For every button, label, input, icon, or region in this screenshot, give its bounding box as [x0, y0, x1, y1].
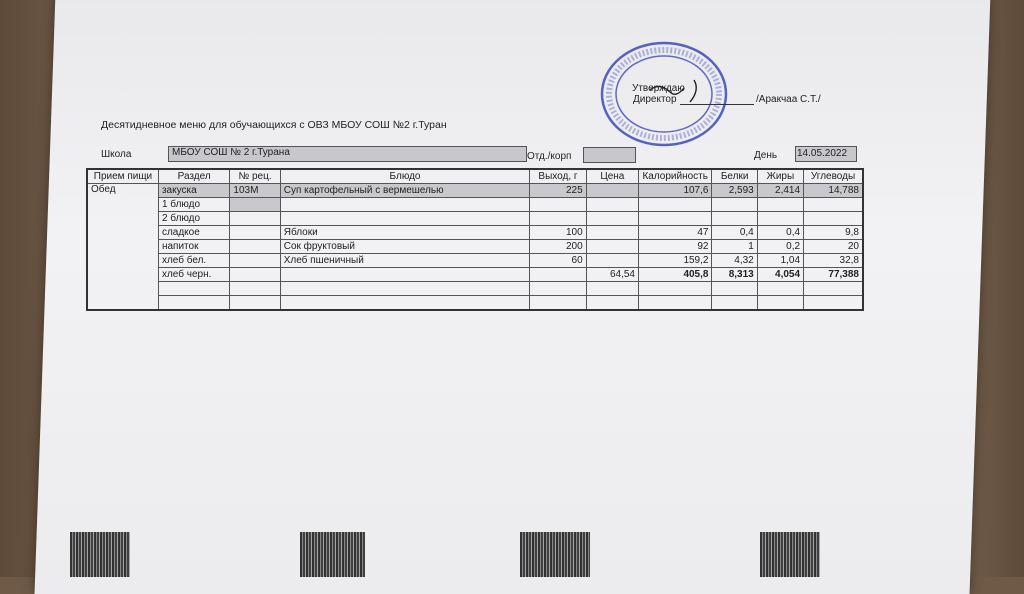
protein-cell: 2,593: [712, 184, 757, 198]
section-cell: 1 блюдо: [158, 198, 229, 212]
approval-text: Утверждаю: [632, 83, 685, 94]
carbs-cell: 32,8: [804, 254, 863, 268]
price-cell: [586, 254, 638, 268]
col-header-yield: Выход, г: [530, 169, 586, 184]
fat-cell: 1,04: [757, 254, 803, 268]
dish-cell: [280, 212, 530, 226]
table-row-empty: [87, 282, 863, 296]
section-cell: сладкое: [158, 226, 229, 240]
carbs-cell: [804, 198, 863, 212]
protein-cell: [712, 212, 757, 226]
signature-line: [680, 104, 754, 105]
kcal-cell: 107,6: [639, 184, 712, 198]
carbs-cell: 14,788: [804, 184, 863, 198]
section-cell: 2 блюдо: [158, 212, 229, 226]
scanner-artifact: [760, 532, 820, 577]
recipe-cell: [230, 198, 280, 212]
dish-cell: [280, 268, 530, 282]
scanner-artifact: [70, 532, 130, 577]
recipe-cell: [230, 212, 280, 226]
school-value: МБОУ СОШ № 2 г.Турана: [172, 147, 290, 158]
recipe-cell: [230, 226, 280, 240]
day-value: 14.05.2022: [797, 148, 848, 159]
price-cell: [586, 212, 638, 226]
fat-cell: 0,4: [757, 226, 803, 240]
section-cell: хлеб бел.: [158, 254, 229, 268]
protein-cell: 4,32: [712, 254, 757, 268]
col-header-protein: Белки: [712, 169, 757, 184]
carbs-cell: 9,8: [804, 226, 863, 240]
price-cell: [586, 184, 638, 198]
yield-cell: 100: [530, 226, 586, 240]
kcal-cell: 159,2: [639, 254, 712, 268]
yield-cell: 225: [530, 184, 586, 198]
dish-cell: [280, 198, 530, 212]
recipe-cell: 103М: [230, 184, 280, 198]
col-header-kcal: Калорийность: [639, 169, 712, 184]
fat-cell: 2,414: [757, 184, 803, 198]
scanner-artifact: [520, 532, 590, 577]
section-cell: хлеб черн.: [158, 268, 229, 282]
day-label: День: [754, 150, 778, 161]
col-header-fat: Жиры: [757, 169, 803, 184]
protein-cell: 0,4: [712, 226, 757, 240]
col-header-price: Цена: [586, 169, 638, 184]
table-row: [87, 212, 863, 226]
dish-cell: Хлеб пшеничный: [280, 254, 530, 268]
table-total-row: [87, 268, 863, 282]
kcal-cell: [639, 198, 712, 212]
fat-cell: 0,2: [757, 240, 803, 254]
carbs-cell: [804, 212, 863, 226]
yield-cell: 200: [530, 240, 586, 254]
total-fat-cell: 4,054: [757, 268, 803, 282]
yield-cell: [530, 198, 586, 212]
table-row: [87, 240, 863, 254]
total-carbs-cell: 77,388: [804, 268, 863, 282]
recipe-cell: [230, 254, 280, 268]
price-cell: [586, 198, 638, 212]
price-cell: [586, 240, 638, 254]
recipe-cell: [230, 240, 280, 254]
table-row: [87, 198, 863, 212]
dish-cell: Яблоки: [280, 226, 530, 240]
yield-cell: 60: [530, 254, 586, 268]
table-row: [87, 184, 863, 198]
table-row: [87, 254, 863, 268]
section-cell: напиток: [158, 240, 229, 254]
recipe-cell: [230, 268, 280, 282]
fat-cell: [757, 198, 803, 212]
col-header-carbs: Углеводы: [804, 169, 863, 184]
table-header-row: [87, 169, 863, 184]
section-cell: закуска: [158, 184, 229, 198]
kcal-cell: 47: [639, 226, 712, 240]
table-row-empty: [87, 296, 863, 311]
fat-cell: [757, 212, 803, 226]
col-header-meal: Прием пищи: [87, 169, 158, 184]
total-price-cell: 64,54: [586, 268, 638, 282]
table-row: [87, 226, 863, 240]
school-label: Школа: [101, 149, 132, 160]
dish-cell: Сок фруктовый: [280, 240, 530, 254]
carbs-cell: 20: [804, 240, 863, 254]
yield-cell: [530, 268, 586, 282]
col-header-recipe: № рец.: [230, 169, 280, 184]
kcal-cell: 92: [639, 240, 712, 254]
director-name: /Аракчаа С.Т./: [756, 94, 821, 105]
kcal-cell: [639, 212, 712, 226]
menu-table: [86, 168, 864, 311]
document-title: Десятидневное меню для обучающихся с ОВЗ МБОУ СОШ №2 г.Туран: [101, 119, 447, 131]
meal-cell: Обед: [87, 184, 158, 311]
total-protein-cell: 8,313: [712, 268, 757, 282]
yield-cell: [530, 212, 586, 226]
col-header-dish: Блюдо: [280, 169, 530, 184]
dish-cell: Суп картофельный с вермешелью: [280, 184, 530, 198]
col-header-section: Раздел: [158, 169, 229, 184]
total-kcal-cell: 405,8: [639, 268, 712, 282]
dept-label: Отд./корп: [527, 151, 572, 162]
protein-cell: [712, 198, 757, 212]
protein-cell: 1: [712, 240, 757, 254]
price-cell: [586, 226, 638, 240]
scanner-artifact: [300, 532, 365, 577]
director-label: Директор: [633, 94, 677, 105]
dept-field: [583, 147, 636, 163]
